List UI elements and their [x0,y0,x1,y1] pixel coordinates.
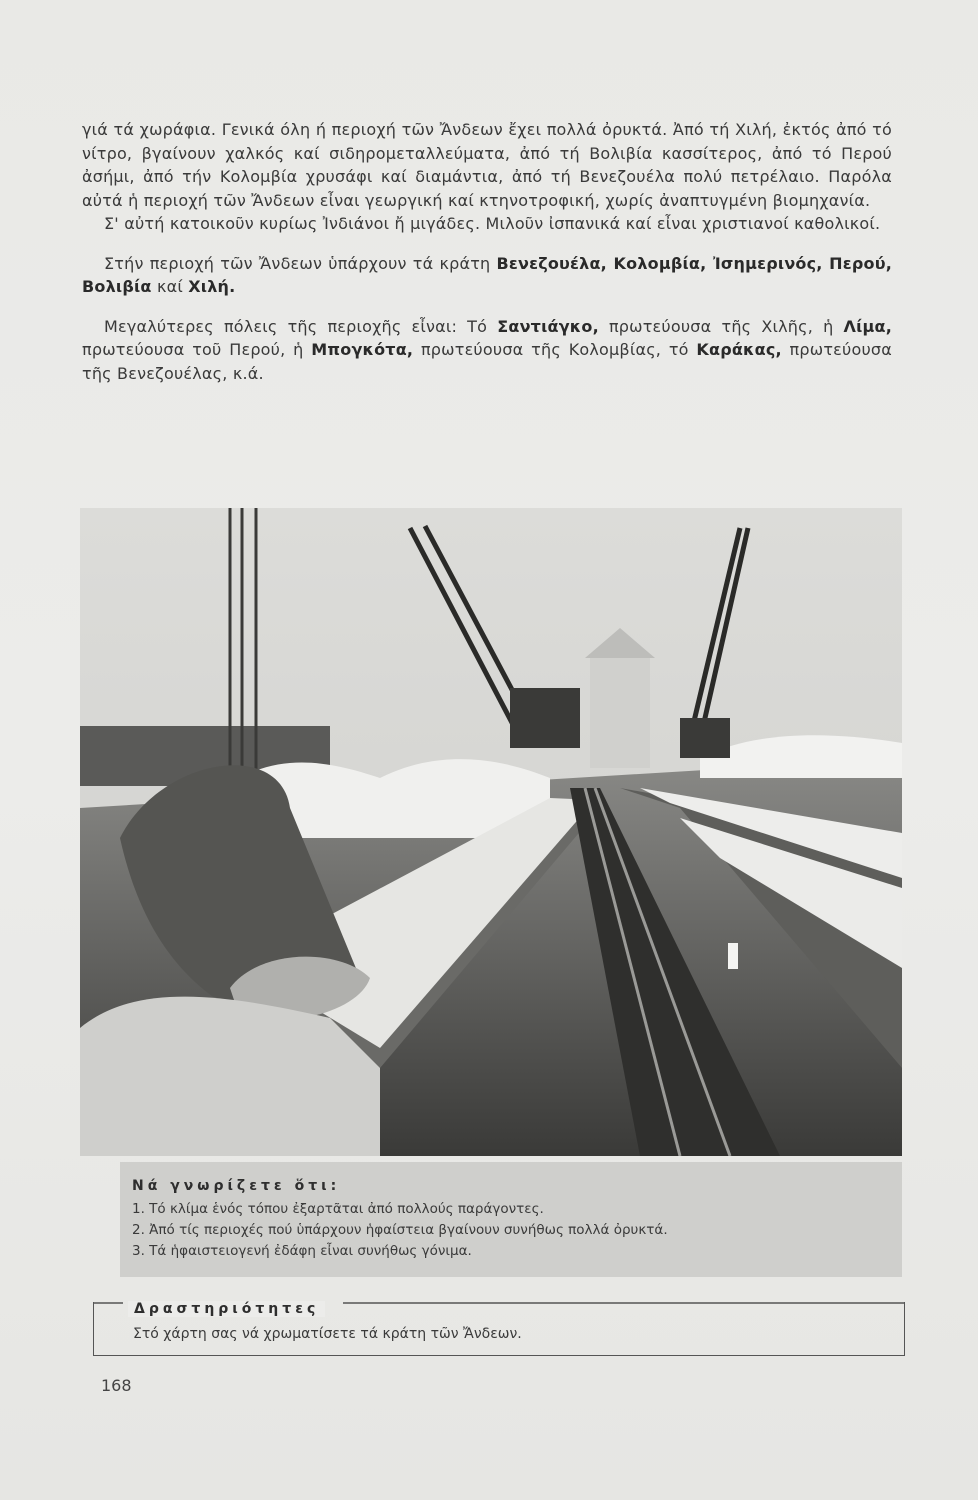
activities-title: Δραστηριότητες [128,1301,325,1317]
paragraph-minerals: γιά τά χωράφια. Γενικά όλη ή περιοχή τῶν Ἄνδεων ἔχει πολλά ὀρυκτά. Ἀπό τή Χιλή, ἐκτός ἀπό τό νίτρο, βγαίνουν χαλκός καί σιδηρομεταλλεύματα, ἀπό τή Βολιβία κασσίτερος, ἀπό τό Περού ἀσήμι, ἀπό τήν Κολομβία χρυσάφι καί διαμάντια, ἀπό τή Βενεζουέλα πολύ πετρέλαιο. Παρόλα αὐτά ἡ περιοχή τῶν Ἄνδεων εἶναι γεωργική καί κτηνοτροφική, χωρίς ἀναπτυγμένη βιομηχανία. [82,120,892,210]
cities-text-2: πρωτεύουσα τοῦ Περού, ἡ [82,340,304,359]
paragraph-cities [82,315,892,386]
states-and: καί [156,277,183,296]
city-bogota: Μπογκότα, [311,340,414,359]
facts-title: Νά γνωρίζετε ὅτι: [132,1178,341,1194]
states-intro: Στήν περιοχή τῶν Ἄνδεων ὑπάρχουν τά κράτη [104,253,491,273]
cities-intro: Μεγαλύτερες πόλεις τῆς περιοχῆς εἶναι: Τό [104,316,488,336]
fact-item: 1. Τό κλίμα ἑνός τόπου ἐξαρτᾶται ἀπό πολλούς παράγοντες. [132,1201,544,1217]
fact-item: 3. Τά ἡφαιστειογενή ἐδάφη εἶναι συνήθως γόνιμα. [132,1243,472,1259]
cities-text-3: πρωτεύουσα τῆς Κολομβίας, τό [420,340,689,359]
states-list: Βενεζουέλα, Κολομβία, Ἰσημερινός, Περού, Βολιβία [82,253,892,296]
cities-text-4: πρωτεύουσα τῆς Βενεζουέλας, κ.ά. [82,340,893,383]
fact-item: 2. Ἀπό τίς περιοχές πού ὑπάρχουν ἡφαίστεια βγαίνουν συνήθως πολλά ὀρυκτά. [132,1222,668,1238]
cities-text-1: πρωτεύουσα τῆς Χιλῆς, ἡ [608,316,834,336]
activities-text: Στό χάρτη σας νά χρωματίσετε τά κράτη τῶν Ἄνδεων. [133,1326,522,1342]
body-text [82,118,892,385]
paragraph-population: Σ' αὐτή κατοικοῦν κυρίως Ἰνδιάνοι ἤ μιγάδες. Μιλοῦν ἰσπανικά καί εἶναι χριστιανοί καθολικοί. [104,214,881,233]
mining-port-photo [80,508,902,1156]
states-last: Χιλή. [188,277,236,296]
city-santiago: Σαντιάγκο, [497,316,599,336]
facts-list [132,1199,890,1262]
city-lima: Λίμα, [843,316,892,336]
city-caracas: Καράκας, [696,340,782,359]
page-number: 168 [101,1376,132,1395]
paragraph-states [82,252,892,299]
facts-box [120,1162,902,1277]
